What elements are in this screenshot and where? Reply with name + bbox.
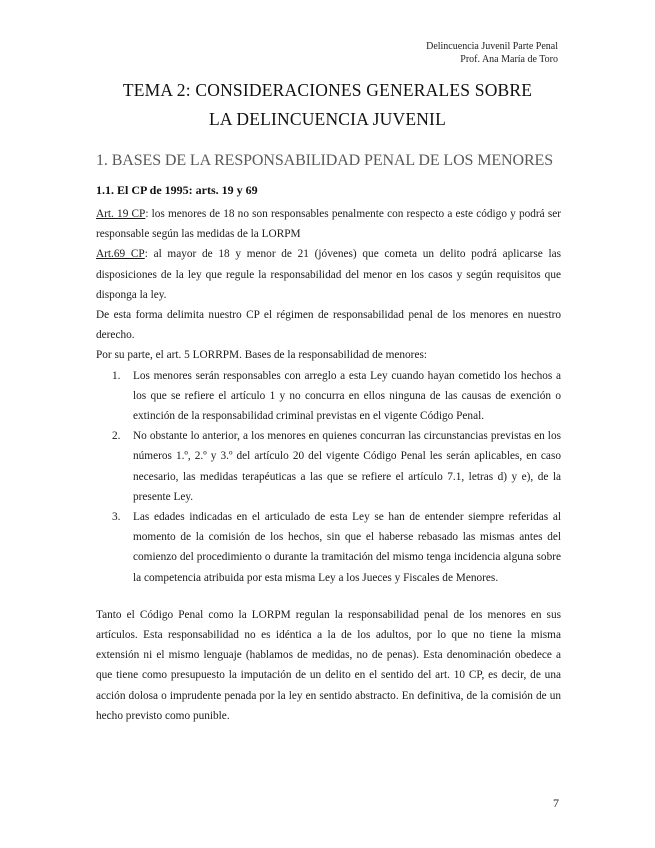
art69-paragraph (96, 244, 561, 305)
lorrpm-paragraph: Por su parte, el art. 5 LORRPM. Bases de la responsabilidad de menores: (96, 349, 427, 362)
page-title (95, 76, 560, 134)
running-header (426, 40, 558, 66)
list-item-text: Las edades indicadas en el articulado de esta Ley se han de entender siempre referidas al momento de la comisión de los hechos, sin que el haberse rebasado las mismas antes del comienzo del procedimiento o durante la tramitación del mismo tenga incidencia alguna sobre la competencia atribuida por esta misma Ley a los Jueces y Fiscales de Menores. (133, 511, 561, 584)
section-heading: 1. BASES DE LA RESPONSABILIDAD PENAL DE LOS MENORES (96, 152, 554, 169)
list-item-number: 1. (112, 369, 121, 382)
art69-label: Art.69 CP (96, 248, 145, 261)
page-number: 7 (553, 796, 559, 810)
numbered-list (96, 366, 561, 588)
art19-text: : los menores de 18 no son responsables penalmente con respecto a este código y podrá ser responsable según las medidas de la LORPM (96, 208, 561, 241)
paragraph-spacer (96, 588, 561, 605)
document-body (96, 204, 561, 726)
list-item (96, 426, 561, 507)
art19-label: Art. 19 CP (96, 208, 146, 220)
header-course: Delincuencia Juvenil Parte Penal (426, 41, 558, 52)
title-line-1: TEMA 2: CONSIDERACIONES GENERALES SOBRE (122, 80, 533, 100)
art19-paragraph (96, 204, 561, 244)
list-item-text: No obstante lo anterior, a los menores en quienes concurran las circunstancias previstas en los números 1.º, 2.º y 3.º del artículo 20 del vigente Código Penal les serán aplicables, en caso necesario, las medidas terapéuticas a las que se refiere el artículo 7.1, letras d) y e), de la presente Ley. (133, 430, 561, 503)
list-item-number: 2. (112, 430, 121, 443)
list-item-text: Los menores serán responsables con arreglo a esta Ley cuando hayan cometido los hechos a los que se refiere el artículo 1 y no concurra en ellos ninguna de las causas de exención o extinción de la responsabilidad criminal previstas en el vigente Código Penal. (133, 369, 561, 423)
cp-paragraph: De esta forma delimita nuestro CP el régimen de responsabilidad penal de los menores en nuestro derecho. (96, 309, 561, 342)
final-paragraph: Tanto el Código Penal como la LORPM regulan la responsabilidad penal de los menores en sus artículos. Esta responsabilidad no es idéntica a la de los adultos, por lo que no tiene la misma extensión ni el mismo lenguaje (hablamos de medidas, no de penas). Esta denominación obedece a que tiene como presupuesto la imputación de un delito en el sentido del art. 10 CP, es decir, de una acción dolosa o imprudente penada por la ley en sentido abstracto. En definitiva, de la comisión de un hecho previsto como punible. (96, 608, 561, 722)
list-item (96, 507, 561, 588)
title-line-2: LA DELINCUENCIA JUVENIL (209, 109, 446, 129)
art69-text: : al mayor de 18 y menor de 21 (jóvenes) que cometa un delito podrá aplicarse las disposiciones de la ley que regule la responsabilidad del menor en los casos y según requisitos que disponga la ley. (96, 248, 561, 301)
header-professor: Prof. Ana María de Toro (460, 54, 558, 65)
list-item-number: 3. (112, 511, 121, 524)
list-item (96, 366, 561, 427)
subsection-heading: 1.1. El CP de 1995: arts. 19 y 69 (96, 183, 258, 197)
